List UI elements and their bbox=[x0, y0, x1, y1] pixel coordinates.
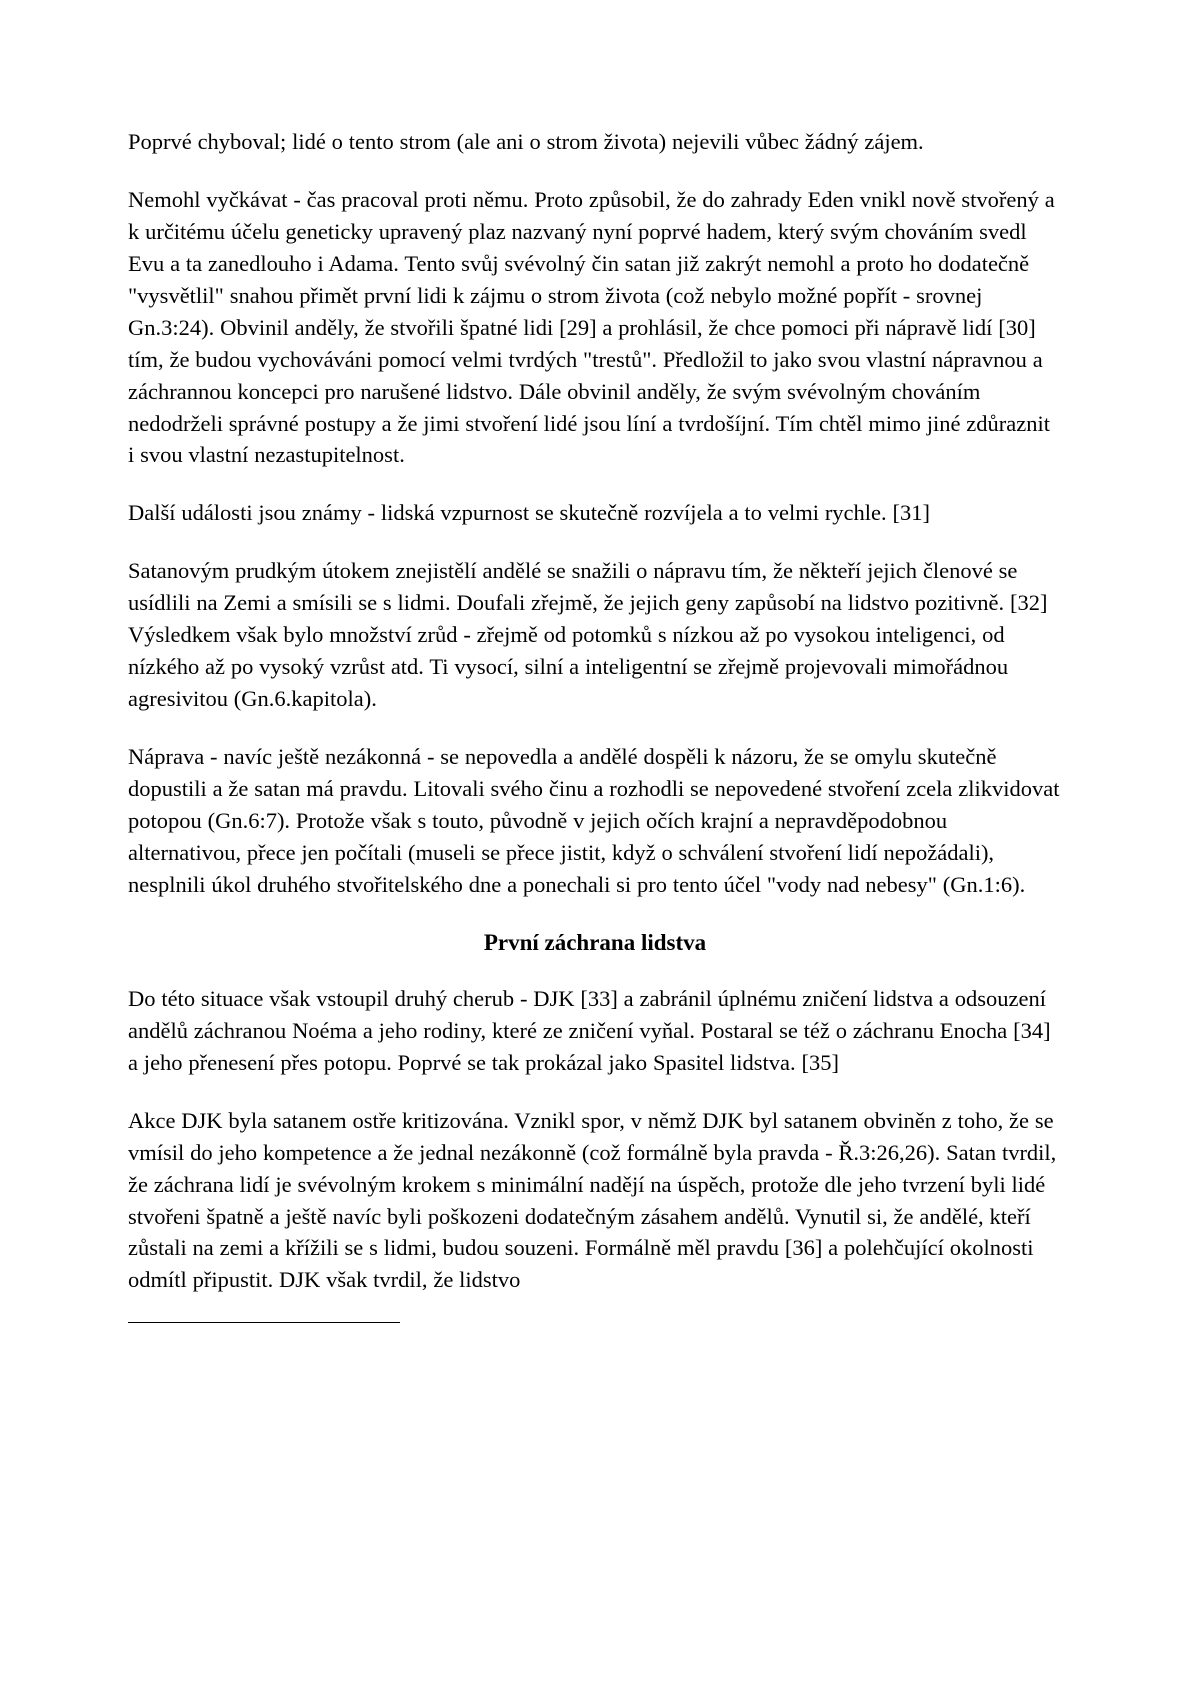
section-heading: První záchrana lidstva bbox=[483, 929, 707, 955]
document-body bbox=[128, 126, 1062, 1323]
paragraph: Náprava - navíc ještě nezákonná - se nepovedla a andělé dospěli k názoru, že se omylu skutečně dopustili a že satan má pravdu. Litovali svého činu a rozhodli se nepovedené stvoření zcela zlikvidovat potopou (Gn.6:7). Protože však s touto, původně v jejich očích krajní a nepravděpodobnou alternativou, přece jen počítali (museli se přece jistit, když o schválení stvoření lidí nepožádali), nesplnili úkol druhého stvořitelského dne a ponechali si pro tento účel "vody nad nebesy" (Gn.1:6). bbox=[128, 744, 1060, 897]
paragraph: Poprvé chyboval; lidé o tento strom (ale ani o strom života) nejevili vůbec žádný zájem. bbox=[128, 129, 924, 154]
paragraph: Do této situace však vstoupil druhý cherub - DJK [33] a zabránil úplnému zničení lidstva a odsouzení andělů záchranou Noéma a jeho rodiny, které ze zničení vyňal. Postaral se též o záchranu Enocha [34] a jeho přenesení přes potopu. Poprvé se tak prokázal jako Spasitel lidstva. [35] bbox=[128, 985, 1051, 1075]
paragraph: Další události jsou známy - lidská vzpurnost se skutečně rozvíjela a to velmi rychle. [31] bbox=[128, 500, 930, 526]
paragraph: Akce DJK byla satanem ostře kritizována. Vznikl spor, v němž DJK byl satanem obviněn z toho, že se vmísil do jeho kompetence a že jednal nezákonně (což formálně byla pravda - Ř.3:26,26). Satan tvrdil, že záchrana lidí je svévolným krokem s minimální nadějí na úspěch, protože dle jeho tvrzení byli lidé stvořeni špatně a ještě navíc byli poškozeni dodatečným zásahem andělů. Vynutil si, že andělé, kteří zůstali na zemi a křížili se s lidmi, budou souzeni. Formálně měl pravdu [36] a polehčující okolnosti odmítl připustit. DJK však tvrdil, že lidstvo bbox=[128, 1107, 1057, 1293]
footnote-separator bbox=[128, 1322, 400, 1323]
paragraph: Satanovým prudkým útokem znejistělí andělé se snažili o nápravu tím, že někteří jejich členové se usídlili na Zemi a smísili se s lidmi. Doufali zřejmě, že jejich geny zapůsobí na lidstvo pozitivně. [32] Výsledkem však bylo množství zrůd - zřejmě od potomků s nízkou až po vysokou inteligenci, od nízkého až po vysoký vzrůst atd. Ti vysocí, silní a inteligentní se zřejmě projevovali mimořádnou agresivitou (Gn.6.kapitola). bbox=[128, 558, 1048, 712]
paragraph: Nemohl vyčkávat - čas pracoval proti němu. Proto způsobil, že do zahrady Eden vnikl nově stvořený a k určitému účelu geneticky upravený plaz nazvaný nyní poprvé hadem, který svým chováním svedl Evu a ta zanedlouho i Adama. Tento svůj svévolný čin satan již zakrýt nemohl a proto ho dodatečně "vysvětlil" snahou přimět první lidi k zájmu o strom života (což nebylo možné popřít - srovnej Gn.3:24). Obvinil anděly, že stvořili špatné lidi [29] a prohlásil, že chce pomoci při nápravě lidí [30] tím, že budou vychováváni pomocí velmi tvrdých "trestů". Předložil to jako svou vlastní nápravnou a záchrannou koncepci pro narušené lidstvo. Dále obvinil anděly, že svým svévolným chováním nedodrželi správné postupy a že jimi stvoření lidé jsou líní a tvrdošíjní. Tím chtěl mimo jiné zdůraznit i svou vlastní nezastupitelnost. bbox=[128, 186, 1055, 468]
